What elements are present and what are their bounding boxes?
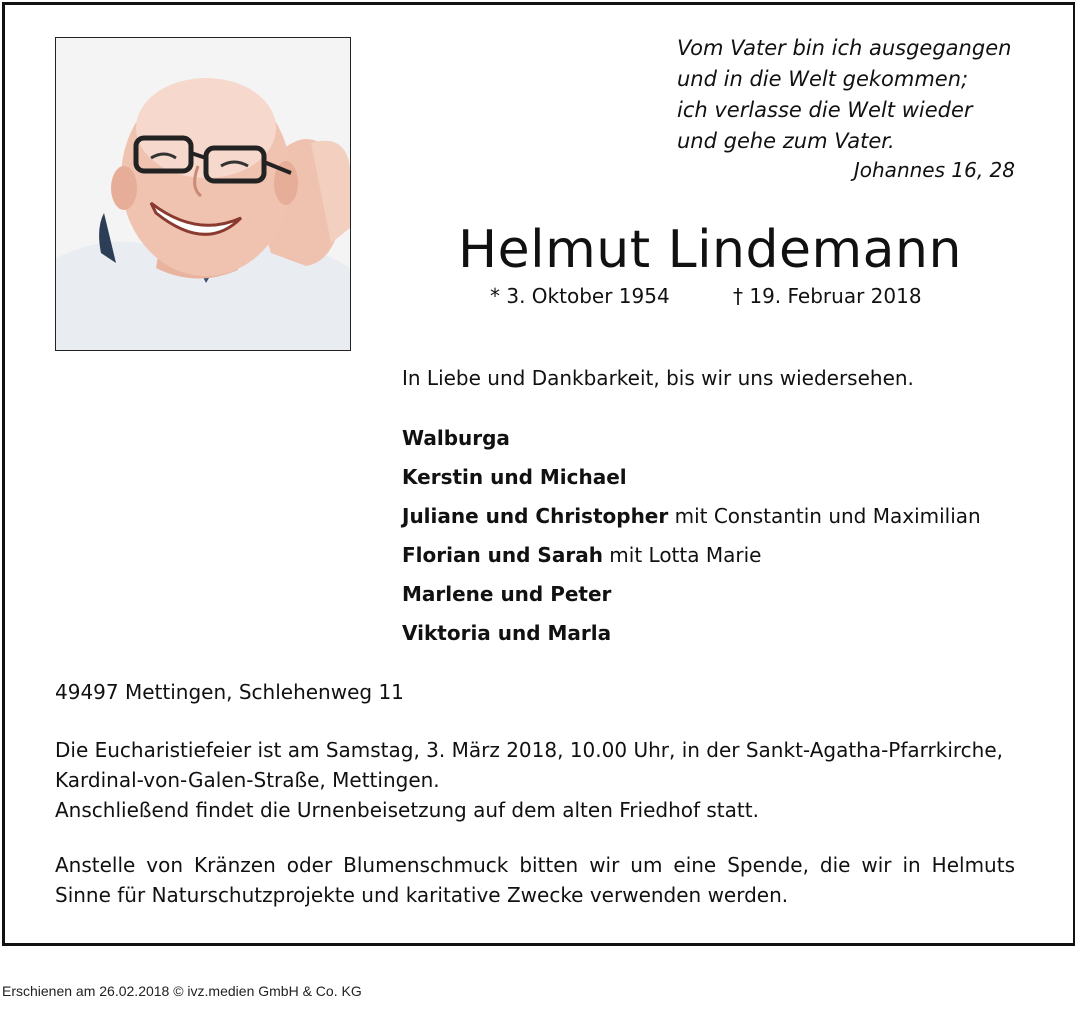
publication-footer: Erschienen am 26.02.2018 © ivz.medien GmbH & Co. KG [2,983,362,999]
verse-line: Vom Vater bin ich ausgegangen [677,36,1012,60]
service-line: Anschließend findet die Urnenbeisetzung auf dem alten Friedhof statt. [55,798,759,822]
deceased-name: Helmut Lindemann [458,220,962,280]
service-info [55,735,1025,825]
family-entry [402,618,981,657]
family-names: Marlene und Peter [402,582,612,606]
family-names: Viktoria und Marla [402,621,612,645]
death-date: † 19. Februar 2018 [733,284,922,308]
family-entry [402,579,981,618]
family-entry [402,540,981,579]
family-entry [402,462,981,501]
verse-source: Johannes 16, 28 [853,158,1015,182]
portrait-photo [55,37,351,351]
birth-date: * 3. Oktober 1954 [490,284,670,308]
family-names: Walburga [402,426,510,450]
address: 49497 Mettingen, Schlehenweg 11 [55,680,404,704]
verse-line: und in die Welt gekommen; [677,67,969,91]
service-line: Die Eucharistiefeier ist am Samstag, 3. März 2018, 10.00 Uhr, in der Sankt-Agatha-Pfarrkirche, [55,738,1004,762]
family-names: Florian und Sarah [402,543,603,567]
family-with: mit Constantin und Maximilian [668,504,981,528]
verse-line: ich verlasse die Welt wieder [677,98,973,122]
service-line: Kardinal-von-Galen-Straße, Mettingen. [55,768,440,792]
dedication: In Liebe und Dankbarkeit, bis wir uns wiedersehen. [402,366,914,390]
family-names: Juliane und Christopher [402,504,669,528]
bible-verse [677,33,1037,157]
family-entry [402,501,981,540]
family-entry [402,423,981,462]
donation-request: Anstelle von Kränzen oder Blumenschmuck bitten wir um eine Spende, die wir in Helmuts Sinne für Naturschutzprojekte und karitative Zwecke verwenden werden. [55,853,1015,907]
family-names: Kerstin und Michael [402,465,627,489]
verse-line: und gehe zum Vater. [677,129,895,153]
family-list [402,423,981,657]
family-with: mit Lotta Marie [602,543,762,567]
